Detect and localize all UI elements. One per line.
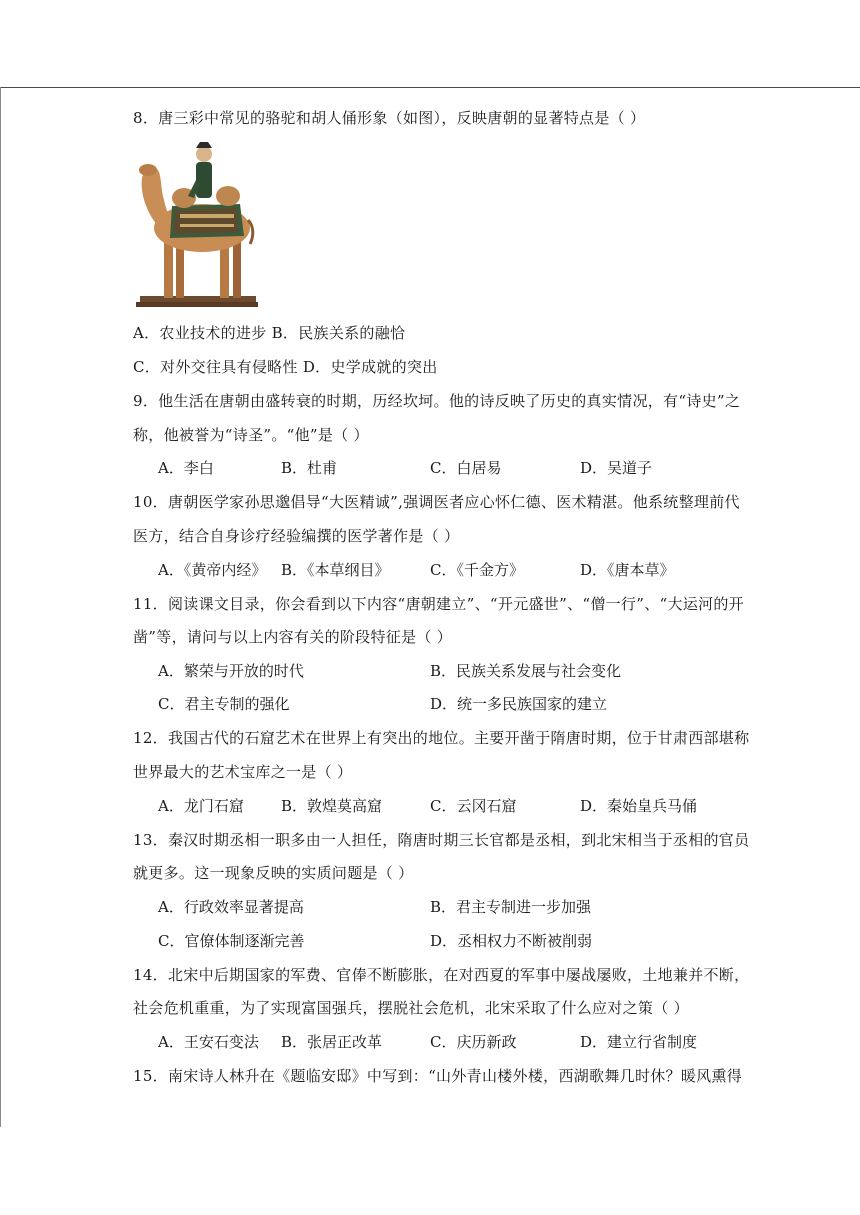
q12-stem-line2: 世界最大的艺术宝库之一是（ ） xyxy=(133,763,353,781)
q11-option-d: D．统一多民族国家的建立 xyxy=(430,695,608,713)
q11-option-a: A．繁荣与开放的时代 xyxy=(158,662,304,680)
q10-option-c: C．《千金方》 xyxy=(430,561,524,579)
page-top-border xyxy=(0,87,860,88)
q9-option-d: D．吴道子 xyxy=(580,459,653,477)
q10-stem-line2: 医方，结合自身诊疗经验编撰的医学著作是（ ） xyxy=(133,527,460,545)
q14-stem-line1: 14．北宋中后期国家的军费、官俸不断膨胀，在对西夏的军事中屡战屡败，土地兼并不断， xyxy=(133,966,750,984)
q12-option-d: D．秦始皇兵马俑 xyxy=(580,797,698,815)
q11-stem-line1: 11．阅读课文目录，你会看到以下内容“唐朝建立”、“开元盛世”、“僧一行”、“大运河的开 xyxy=(133,595,744,613)
q10-option-d: D．《唐本草》 xyxy=(580,561,675,579)
q14-option-b: B．张居正改革 xyxy=(281,1033,383,1051)
q14-option-d: D．建立行省制度 xyxy=(580,1033,698,1051)
q9-stem-line1: 9．他生活在唐朝由盛转衰的时期，历经坎坷。他的诗反映了历史的真实情况，有“诗史”之 xyxy=(133,392,741,410)
q14-option-c: C．庆历新政 xyxy=(430,1033,517,1051)
q10-option-a: A．《黄帝内经》 xyxy=(158,561,267,579)
q13-stem-line2: 就更多。这一现象反映的实质问题是（ ） xyxy=(133,864,414,882)
q14-stem-line2: 社会危机重重，为了实现富国强兵，摆脱社会危机，北宋采取了什么应对之策（ ） xyxy=(133,999,689,1017)
q12-option-c: C．云冈石窟 xyxy=(430,797,517,815)
q9-stem-line2: 称，他被誉为“诗圣”。“他”是（ ） xyxy=(133,426,369,444)
q9-option-b: B．杜甫 xyxy=(281,459,338,477)
q11-option-b: B．民族关系发展与社会变化 xyxy=(430,662,622,680)
q13-option-c: C．官僚体制逐渐完善 xyxy=(158,932,305,950)
q8-options-line2: C．对外交往具有侵略性 D．史学成就的突出 xyxy=(133,358,438,376)
q11-option-c: C．君主专制的强化 xyxy=(158,695,290,713)
q9-option-c: C．白居易 xyxy=(430,459,502,477)
q9-option-a: A．李白 xyxy=(158,459,214,477)
q8-stem: 8．唐三彩中常见的骆驼和胡人俑形象（如图），反映唐朝的显著特点是（ ） xyxy=(133,109,646,127)
q13-option-b: B．君主专制进一步加强 xyxy=(430,898,592,916)
q15-stem-line1: 15．南宋诗人林升在《题临安邸》中写到：“山外青山楼外楼，西湖歌舞几时休？暖风熏得 xyxy=(133,1067,743,1085)
q13-stem-line1: 13．秦汉时期丞相一职多由一人担任，隋唐时期三长官都是丞相，到北宋相当于丞相的官员 xyxy=(133,831,750,849)
q13-option-a: A．行政效率显著提高 xyxy=(158,898,304,916)
q8-options-line1: A．农业技术的进步 B．民族关系的融恰 xyxy=(133,324,406,342)
tang-sancai-camel-figurine-icon xyxy=(136,140,258,310)
q10-stem-line1: 10．唐朝医学家孙思邈倡导“大医精诚”,强调医者应心怀仁德、医术精湛。他系统整理前代 xyxy=(133,493,740,511)
q12-option-b: B．敦煌莫高窟 xyxy=(281,797,383,815)
q14-option-a: A．王安石变法 xyxy=(158,1033,259,1051)
q13-option-d: D．丞相权力不断被削弱 xyxy=(430,932,593,950)
page-left-border xyxy=(0,87,1,1127)
q10-option-b: B．《本草纲目》 xyxy=(281,561,390,579)
q11-stem-line2: 凿”等，请问与以上内容有关的阶段特征是（ ） xyxy=(133,628,453,646)
q12-option-a: A．龙门石窟 xyxy=(158,797,244,815)
q12-stem-line1: 12．我国古代的石窟艺术在世界上有突出的地位。主要开凿于隋唐时期，位于甘肃西部堪称 xyxy=(133,729,750,747)
